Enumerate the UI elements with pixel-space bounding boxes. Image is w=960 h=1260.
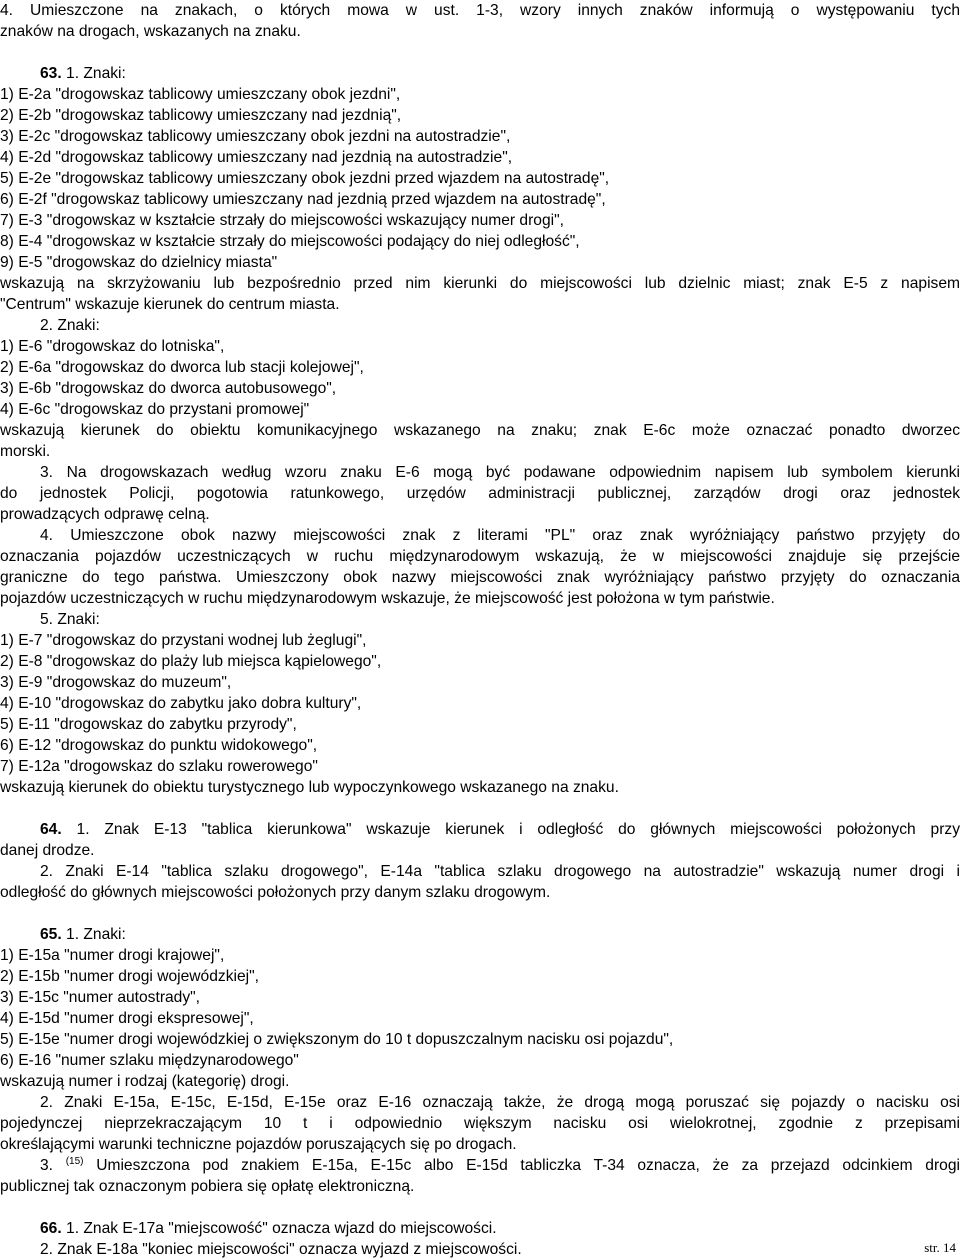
text-line: wskazują numer i rodzaj (kategorię) drogi. (0, 1073, 290, 1090)
list-item: 2) E-15b "numer drogi wojewódzkiej", (0, 968, 259, 985)
text-line: 4. Umieszczone obok nazwy miejscowości znak z literami "PL" oraz znak wyróżniający państwo przyjęty do (40, 527, 960, 544)
list-item: 1) E-7 "drogowskaz do przystani wodnej lub żeglugi", (0, 632, 367, 649)
list-item: 5) E-2e "drogowskaz tablicowy umieszczany obok jezdni przed wjazdem na autostradę", (0, 170, 610, 187)
text-line: pojazdów uczestniczących w ruchu międzynarodowym wskazuje, że miejscowość jest położona w tym państwie. (0, 590, 775, 607)
text-line: Umieszczona pod znakiem E-15a, E-15c albo E-15d tabliczka T-34 oznacza, że za przejazd odcinkiem drogi (96, 1157, 960, 1174)
text-line: 1. Znaki: (66, 65, 126, 82)
list-item: 7) E-3 "drogowskaz w kształcie strzały do miejscowości wskazujący numer drogi", (0, 212, 564, 229)
text-line: 5. Znaki: (40, 611, 100, 628)
text-line: "Centrum" wskazuje kierunek do centrum miasta. (0, 296, 340, 313)
text-line: wskazują kierunek do obiektu turystycznego lub wypoczynkowego wskazanego na znaku. (0, 779, 619, 796)
text-line: 2. Znaki E-15a, E-15c, E-15d, E-15e oraz E-16 oznaczają także, że drogą mogą poruszać się pojazdy o nacisku osi (40, 1094, 960, 1111)
section-63 (40, 63, 960, 84)
section-number: 64. (40, 821, 62, 838)
text-line: morski. (0, 443, 51, 460)
text-line: 2. Znaki E-14 "tablica szlaku drogowego", E-14a "tablica szlaku drogowego na autostradzie" wskazują numer drogi i (40, 863, 960, 880)
list-item: 2) E-8 "drogowskaz do plaży lub miejsca kąpielowego", (0, 653, 382, 670)
list-item: 3) E-6b "drogowskaz do dworca autobusowego", (0, 380, 337, 397)
section-64 (40, 819, 960, 840)
text-line: 2. Znaki: (40, 317, 100, 334)
text-line: odległość do głównych miejscowości położonych przy danym szlaku drogowym. (0, 884, 551, 901)
list-item: 4) E-10 "drogowskaz do zabytku jako dobra kultury", (0, 695, 362, 712)
section-number: 66. (40, 1220, 62, 1237)
list-item: 1) E-2a "drogowskaz tablicowy umieszczany obok jezdni", (0, 86, 401, 103)
text-line: oznaczania pojazdów uczestniczących w ruchu międzynarodowym wskazują, że w miejscowości znajduje się przejście (0, 548, 960, 565)
section-66 (40, 1218, 960, 1239)
text-line: znaków na drogach, wskazanych na znaku. (0, 23, 301, 40)
list-item: 2) E-6a "drogowskaz do dworca lub stacji kolejowej", (0, 359, 364, 376)
item-number: 3. (40, 1157, 54, 1174)
text-line: wskazują na skrzyżowaniu lub bezpośrednio przed nim kierunki do miejscowości lub dzielnic miast; znak E-5 z napisem (0, 275, 960, 292)
text-line: graniczne do tego państwa. Umieszczony obok nazwy miejscowości znak wyróżniający państwo przyjęty do oznaczania (0, 569, 960, 586)
section-number: 65. (40, 926, 62, 943)
text-line: do jednostek Policji, pogotowia ratunkowego, urzędów administracji publicznej, zarządów drogi oraz jednostek (0, 485, 960, 502)
text-line: 4. Umieszczone na znakach, o których mowa w ust. 1-3, wzory innych znaków informują o występowaniu tych (0, 2, 960, 19)
list-item: 8) E-4 "drogowskaz w kształcie strzały do miejscowości podający do niej odległość", (0, 233, 580, 250)
list-item: 1) E-6 "drogowskaz do lotniska", (0, 338, 225, 355)
text-line: publicznej tak oznaczonym pobiera się opłatę elektroniczną. (0, 1178, 415, 1195)
list-item: 7) E-12a "drogowskaz do szlaku rowerowego" (0, 758, 318, 775)
text-line: określającymi warunki techniczne pojazdów poruszających się po drogach. (0, 1136, 517, 1153)
list-item: 4) E-2d "drogowskaz tablicowy umieszczany nad jezdnią na autostradzie", (0, 149, 513, 166)
list-item: 1) E-15a "numer drogi krajowej", (0, 947, 225, 964)
text-line: prowadzących odprawę celną. (0, 506, 210, 523)
text-line: 1. Znaki: (66, 926, 126, 943)
text-line: wskazują kierunek do obiektu komunikacyjnego wskazanego na znaku; znak E-6c może oznaczać ponadto dworzec (0, 422, 960, 439)
text-line: 1. Znak E-17a "miejscowość" oznacza wjazd do miejscowości. (66, 1220, 497, 1237)
text-line: 3. Na drogowskazach według wzoru znaku E-6 mogą być podawane odpowiednim napisem lub symbolem kierunki (40, 464, 960, 481)
list-item: 5) E-15e "numer drogi wojewódzkiej o zwiększonym do 10 t dopuszczalnym nacisku osi pojazdu", (0, 1031, 674, 1048)
text-line: danej drodze. (0, 842, 95, 859)
list-item: 3) E-2c "drogowskaz tablicowy umieszczany obok jezdni na autostradzie", (0, 128, 511, 145)
list-item: 5) E-11 "drogowskaz do zabytku przyrody", (0, 716, 297, 733)
list-item: 4) E-15d "numer drogi ekspresowej", (0, 1010, 254, 1027)
footnote-ref: (15) (65, 1156, 84, 1167)
section-number: 63. (40, 65, 62, 82)
list-item: 3) E-9 "drogowskaz do muzeum", (0, 674, 232, 691)
text-line: 2. Znak E-18a "koniec miejscowości" oznacza wyjazd z miejscowości. (40, 1241, 522, 1258)
text-line: pojedynczej nieprzekraczającym 10 t i odpowiednio większym nacisku osi wielokrotnej, zgodnie z przepisami (0, 1115, 960, 1132)
section-65 (40, 924, 960, 945)
list-item: 6) E-12 "drogowskaz do punktu widokowego", (0, 737, 318, 754)
text-line: 1. Znak E-13 "tablica kierunkowa" wskazuje kierunek i odległość do głównych miejscowości położonych przy (76, 821, 960, 838)
text-line-with-footnote (40, 1155, 960, 1176)
list-item: 2) E-2b "drogowskaz tablicowy umieszczany nad jezdnią", (0, 107, 402, 124)
list-item: 6) E-2f "drogowskaz tablicowy umieszczany nad jezdnią przed wjazdem na autostradę", (0, 191, 606, 208)
page-number: str. 14 (924, 1240, 956, 1255)
list-item: 3) E-15c "numer autostrady", (0, 989, 201, 1006)
list-item: 6) E-16 "numer szlaku międzynarodowego" (0, 1052, 299, 1069)
list-item: 4) E-6c "drogowskaz do przystani promowej" (0, 401, 310, 418)
list-item: 9) E-5 "drogowskaz do dzielnicy miasta" (0, 254, 278, 271)
